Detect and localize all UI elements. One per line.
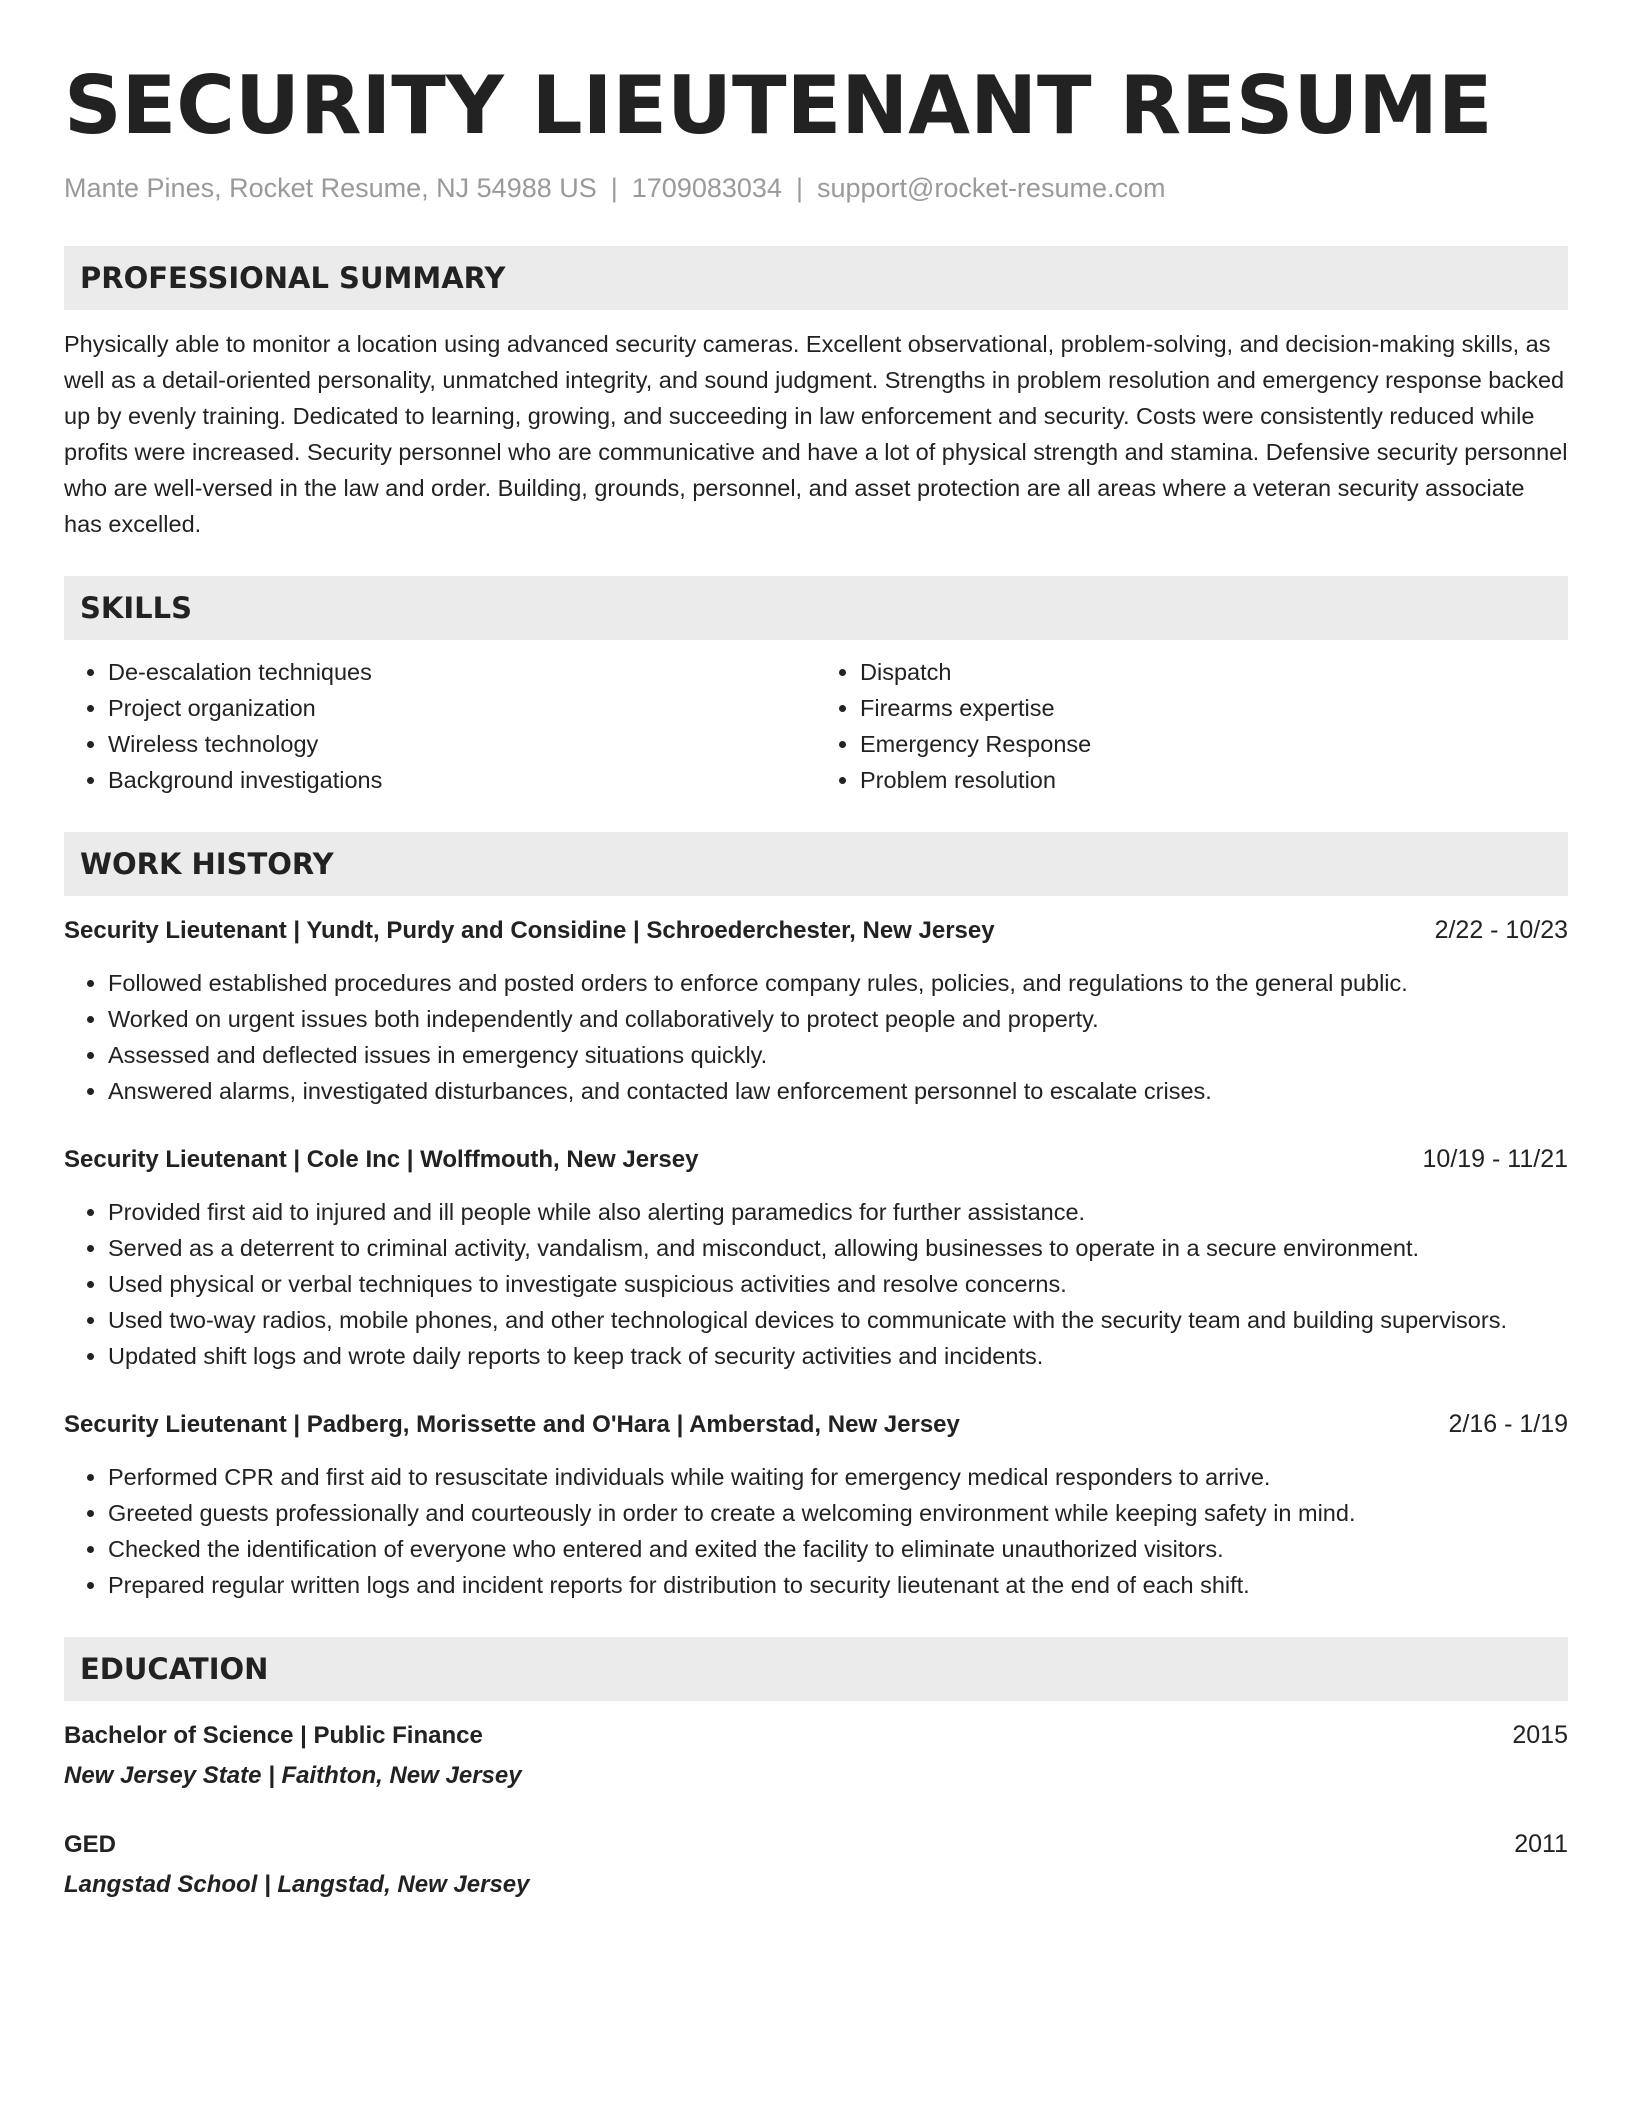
job-header [64,912,1568,949]
job-header [64,1141,1568,1178]
job-bullet: • Served as a deterrent to criminal activity, vandalism, and misconduct, allowing businesses to operate in a secure environment. [108,1230,1568,1266]
education-school: New Jersey State | Faithton, New Jersey [64,1762,522,1789]
section-heading-summary: PROFESSIONAL SUMMARY [64,246,1568,310]
skill-item: • Firearms expertise [860,690,1568,726]
skill-item: • De-escalation techniques [108,654,816,690]
contact-email: support@rocket-resume.com [816,173,1166,203]
job-title: Security Lieutenant | Cole Inc | Wolffmouth, New Jersey [64,1146,699,1173]
section-heading-work-history: WORK HISTORY [64,832,1568,896]
job-bullet: • Used two-way radios, mobile phones, and other technological devices to communicate with the security team and building supervisors. [108,1302,1568,1338]
education-header [64,1717,1568,1754]
job-bullet: • Used physical or verbal techniques to investigate suspicious activities and resolve concerns. [108,1266,1568,1302]
contact-line [64,170,1568,206]
skill-item: • Background investigations [108,762,816,798]
skill-item: • Dispatch [860,654,1568,690]
education-degree: Bachelor of Science | Public Finance [64,1722,483,1749]
job-dates: 10/19 - 11/21 [1422,1145,1568,1173]
job-bullet: • Answered alarms, investigated disturbances, and contacted law enforcement personnel to escalate crises. [108,1073,1568,1109]
skills-column-right [816,654,1568,798]
skill-item: • Wireless technology [108,726,816,762]
job-entry [64,912,1568,1109]
skills-column-left [64,654,816,798]
job-entry [64,1141,1568,1374]
resume-page [64,56,1568,1903]
job-dates: 2/16 - 1/19 [1448,1410,1568,1438]
contact-phone: 1709083034 [631,173,782,203]
job-bullets [64,1194,1568,1374]
job-bullet: • Worked on urgent issues both independently and collaboratively to protect people and property. [108,1001,1568,1037]
job-bullet: • Assessed and deflected issues in emergency situations quickly. [108,1037,1568,1073]
job-entry [64,1406,1568,1603]
education-year: 2011 [1514,1830,1568,1858]
skill-item: • Project organization [108,690,816,726]
job-dates: 2/22 - 10/23 [1434,916,1568,944]
job-bullet: • Followed established procedures and posted orders to enforce company rules, policies, and regulations to the general public. [108,965,1568,1001]
education-degree: GED [64,1831,117,1858]
job-title: Security Lieutenant | Yundt, Purdy and Considine | Schroederchester, New Jersey [64,917,995,944]
contact-separator: | [610,173,618,203]
education-entry [64,1717,1568,1794]
job-bullet: • Prepared regular written logs and incident reports for distribution to security lieutenant at the end of each shift. [108,1567,1568,1603]
contact-address: Mante Pines, Rocket Resume, NJ 54988 US [64,173,597,203]
job-bullet: • Updated shift logs and wrote daily reports to keep track of security activities and incidents. [108,1338,1568,1374]
section-heading-education: EDUCATION [64,1637,1568,1701]
section-heading-skills: SKILLS [64,576,1568,640]
job-bullet: • Checked the identification of everyone who entered and exited the facility to eliminate unauthorized visitors. [108,1531,1568,1567]
education-header [64,1826,1568,1863]
job-bullet: • Greeted guests professionally and courteously in order to create a welcoming environment while keeping safety in mind. [108,1495,1568,1531]
skill-item: • Problem resolution [860,762,1568,798]
job-bullets [64,1459,1568,1603]
contact-separator: | [795,173,803,203]
education-entry [64,1826,1568,1903]
job-header [64,1406,1568,1443]
job-bullet: • Performed CPR and first aid to resuscitate individuals while waiting for emergency medical responders to arrive. [108,1459,1568,1495]
job-title: Security Lieutenant | Padberg, Morissette and O'Hara | Amberstad, New Jersey [64,1411,960,1438]
skills-list [64,654,1568,798]
skill-item: • Emergency Response [860,726,1568,762]
job-bullets [64,965,1568,1109]
job-bullet: • Provided first aid to injured and ill people while also alerting paramedics for further assistance. [108,1194,1568,1230]
summary-text: Physically able to monitor a location using advanced security cameras. Excellent observational, problem-solving, and decision-making skills, as well as a detail-oriented personality, unmatched integrity, and sound judgment. Strengths in problem resolution and emergency response backed up by evenly training. Dedicated to learning, growing, and succeeding in law enforcement and security. Costs were consistently reduced while profits were increased. Security personnel who are communicative and have a lot of physical strength and stamina. Defensive security personnel who are well-versed in the law and order. Building, grounds, personnel, and asset protection are all areas where a veteran security associate has excelled. [64,331,1568,537]
education-school: Langstad School | Langstad, New Jersey [64,1871,530,1898]
education-year: 2015 [1512,1721,1568,1749]
resume-title: SECURITY LIEUTENANT RESUME [64,59,1493,152]
